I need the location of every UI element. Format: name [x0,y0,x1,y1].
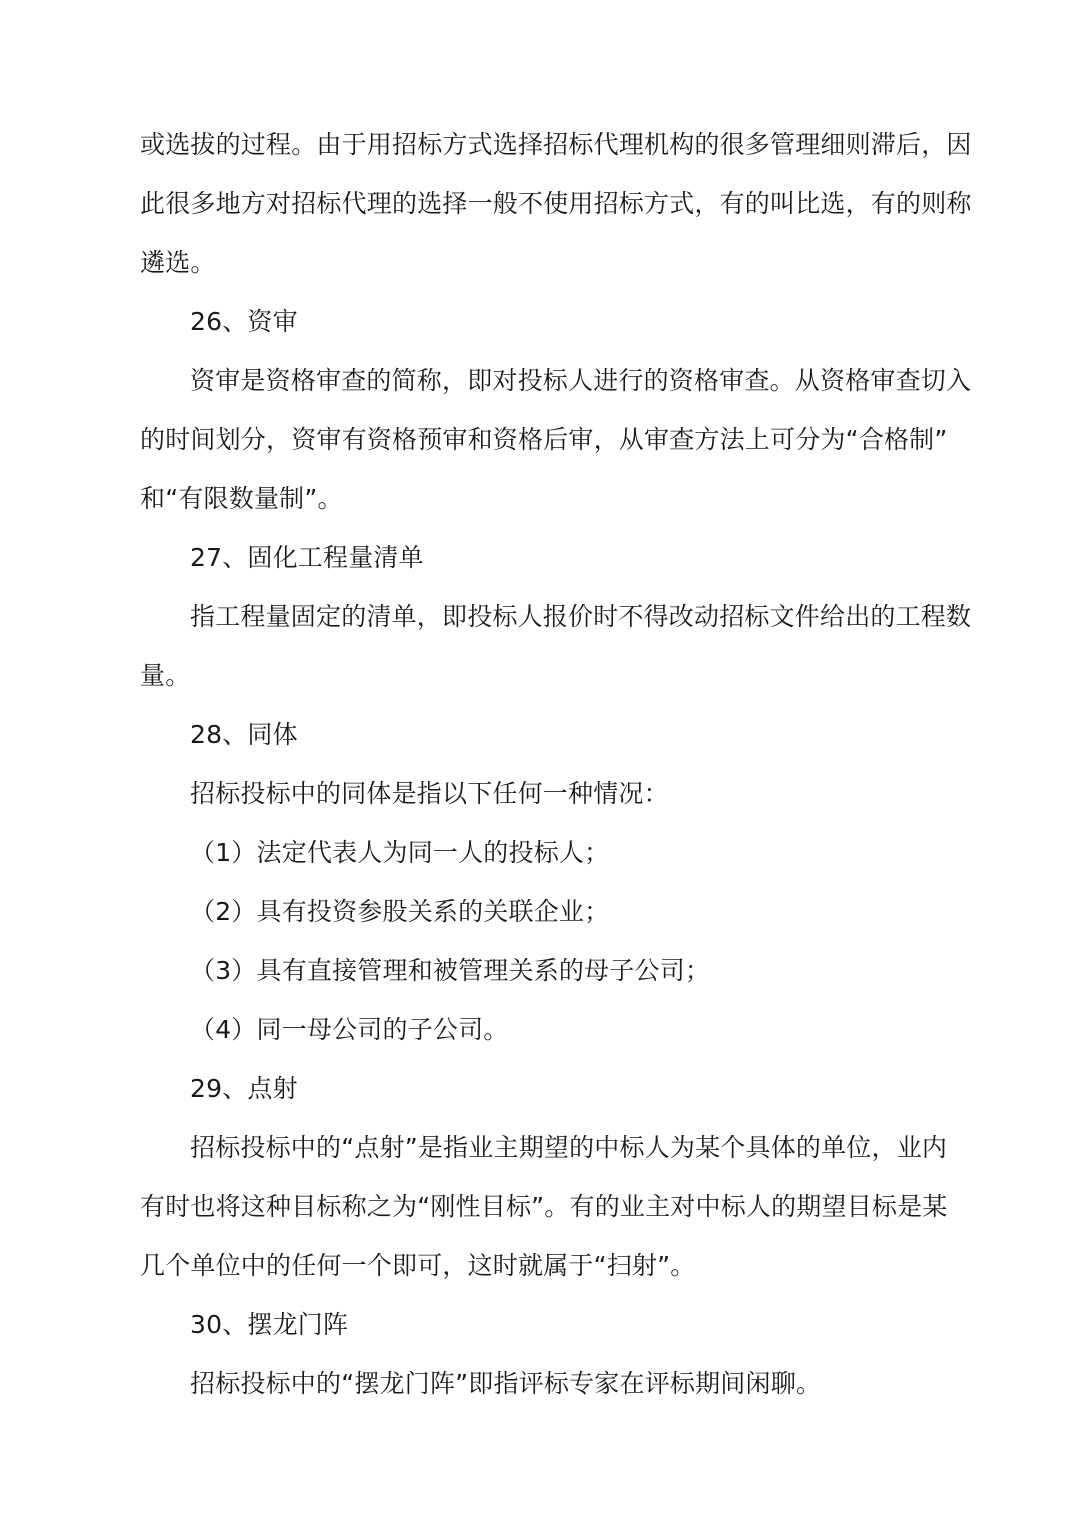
section-heading-30: 30、摆龙门阵 [190,1310,349,1339]
list-item: （4）同一母公司的子公司。 [190,1015,509,1044]
section-heading-29: 29、点射 [190,1074,298,1103]
paragraph-line: 量。 [140,661,191,690]
paragraph-line: 几个单位中的任何一个即可，这时就属于“扫射”。 [140,1251,696,1280]
paragraph-line: 的时间划分，资审有资格预审和资格后审，从审查方法上可分为“合格制” [140,425,948,454]
section-heading-26: 26、资审 [190,307,298,336]
paragraph-line: 此很多地方对招标代理的选择一般不使用招标方式，有的叫比选，有的则称 [140,189,972,218]
list-item: （3）具有直接管理和被管理关系的母子公司； [190,956,711,985]
section-heading-27: 27、固化工程量清单 [190,543,424,572]
paragraph-line: 资审是资格审查的简称，即对投标人进行的资格审查。从资格审查切入 [190,366,972,395]
document-body [140,115,970,1413]
list-item: （1）法定代表人为同一人的投标人； [190,838,610,867]
list-item: （2）具有投资参股关系的关联企业； [190,897,610,926]
paragraph-line: 指工程量固定的清单，即投标人报价时不得改动招标文件给出的工程数 [190,602,972,631]
paragraph-line: 招标投标中的同体是指以下任何一种情况： [190,779,669,808]
paragraph-line: 和“有限数量制”。 [140,484,343,513]
paragraph-line: 或选拔的过程。由于用招标方式选择招标代理机构的很多管理细则滞后，因 [140,130,972,159]
paragraph-line: 招标投标中的“点射”是指业主期望的中标人为某个具体的单位，业内 [190,1133,948,1162]
paragraph-line: 有时也将这种目标称之为“刚性目标”。有的业主对中标人的期望目标是某 [140,1192,948,1221]
section-heading-28: 28、同体 [190,720,298,749]
paragraph-line: 遴选。 [140,248,216,277]
paragraph-line: 招标投标中的“摆龙门阵”即指评标专家在评标期间闲聊。 [190,1369,822,1398]
